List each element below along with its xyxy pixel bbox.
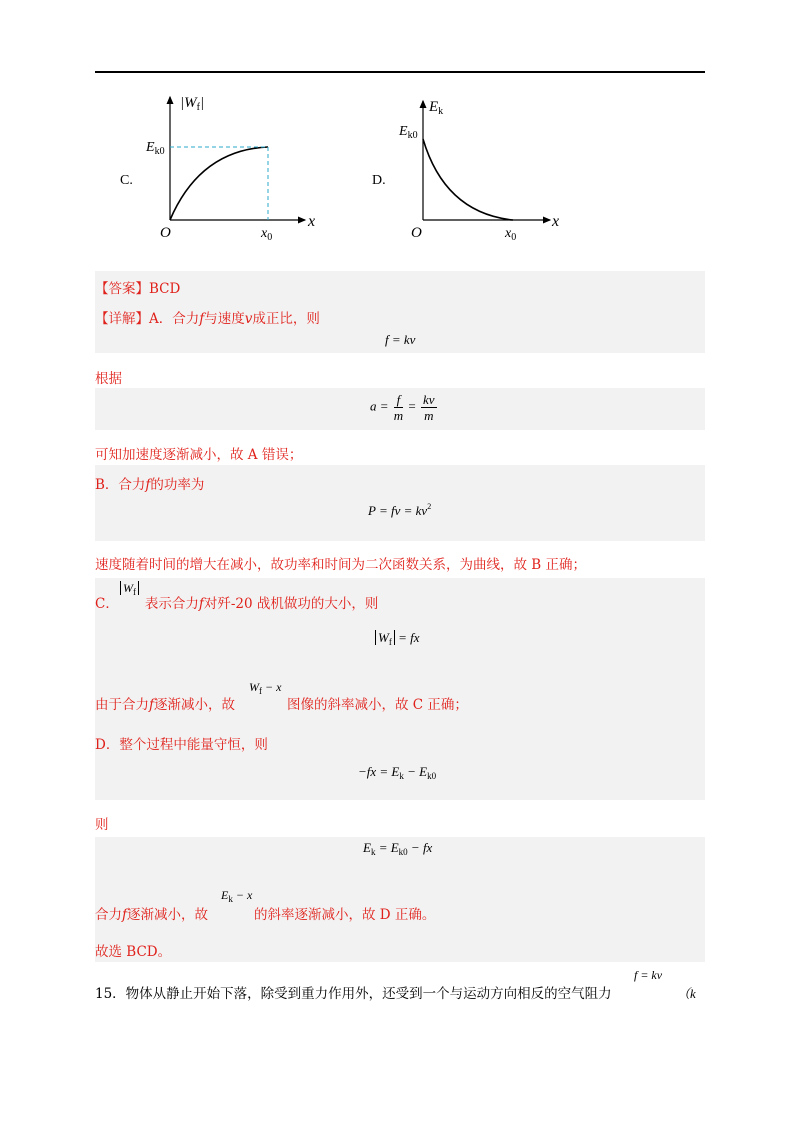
graph-d-y-value: $E_{k0}$ [399,124,418,141]
equation-2: a = $\frac{f}{m}$ = $\frac{kv}{m}$ [370,392,435,423]
graph-d-y-label: $E_k$ [429,99,444,117]
answer-value: BCD [149,281,181,297]
question-15 [95,982,612,1002]
equation-3: P = fv = $kv^2$ [368,502,432,518]
option-d-label: D. [372,173,386,188]
graph-d-origin: O [411,225,422,241]
graph-c-curve [170,147,268,220]
var-v: v [244,311,253,327]
graph-d-x-label: x [552,213,560,230]
var-f: f [199,311,205,327]
question-15-text: 15．物体从静止开始下落，除受到重力作用外，还受到一个与运动方向相反的空气阻力 [95,986,612,1002]
explain-a-text: A．合力 [149,311,200,327]
question-15-tail: （k [677,986,696,1001]
graph-d [395,95,575,245]
graph-c-x-value: $x_0$ [261,226,273,243]
explain-a-text-3: 成正比，则 [252,311,320,327]
graph-c [140,85,330,245]
a-conclusion: 可知加速度逐渐减小，故 A 错误； [95,447,303,463]
equation-5: $-fx = E_k - E_{k0}$ [358,764,437,781]
header-rule [95,71,705,73]
graph-d-x-value: $x_0$ [505,226,517,243]
equation-6: $E_k = E_{k0}$ − fx [363,840,433,857]
answer-line [95,277,180,297]
b-line: B．合力f的功率为 [95,477,205,493]
graph-c-y-label: $|W_f|$ [180,95,205,113]
explain-tag: 【详解】 [95,311,149,327]
root-line: 根据 [95,371,122,387]
d-conclusion: 合力f逐渐减小，故 的斜率逐渐减小，故 D 正确。 [95,907,436,923]
explain-a-line [95,307,320,327]
option-c-label: C. [120,173,133,188]
then-line: 则 [95,817,109,833]
equation-1: f = kv [385,332,416,347]
final-answer: 故选 BCD。 [95,944,172,960]
c-inline-wf: $W_f$ [120,581,139,597]
c-line: C． 表示合力f对歼-20 战机做功的大小，则 [95,596,379,612]
c-inline-wf-x: $W_f - x$ [249,680,282,696]
graph-d-curve [423,139,513,220]
explain-a-text-2: 与速度 [204,311,245,327]
b-conclusion: 速度随着时间的增大在减小，故功率和时间为二次函数关系，为曲线，故 B 正确； [95,557,587,573]
graph-c-origin: O [160,225,171,241]
graph-c-y-value: $E_{k0}$ [146,140,165,157]
graph-c-x-label: x [308,213,316,230]
d-line: D．整个过程中能量守恒，则 [95,737,268,753]
answer-tag: 【答案】 [95,281,149,297]
c-conclusion: 由于合力f逐渐减小，故 图像的斜率减小，故 C 正确； [95,697,468,713]
equation-4: $W_f$ = fx [375,630,420,647]
question-15-inline-eq: f = kv [634,968,663,982]
d-inline-ek-x: $E_k - x$ [221,888,253,904]
